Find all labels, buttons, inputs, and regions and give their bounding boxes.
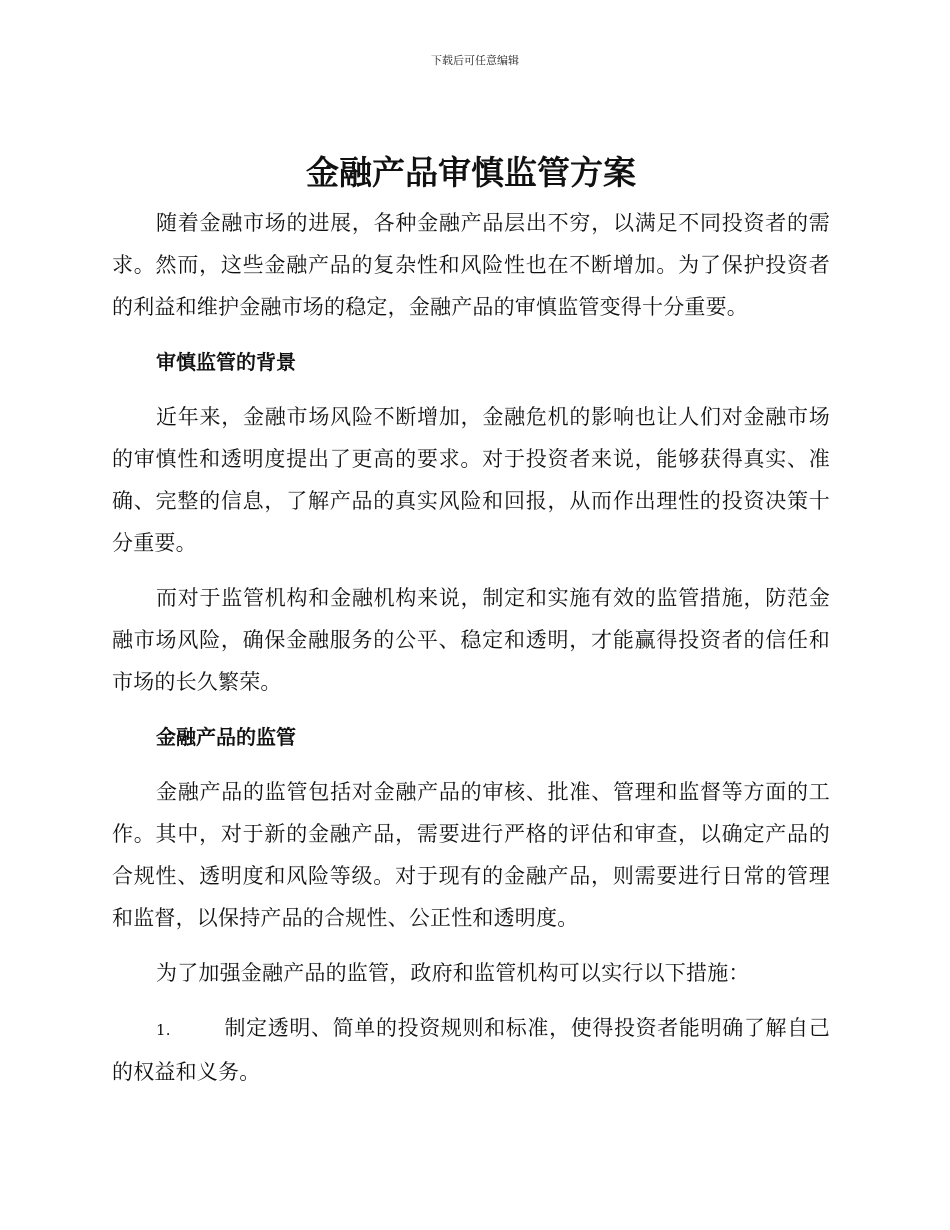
section-heading-background: 审慎监管的背景	[156, 350, 296, 374]
list-item	[112, 1007, 830, 1093]
document-body	[112, 150, 830, 1093]
supervision-paragraph-1: 金融产品的监管包括对金融产品的审核、批准、管理和监督等方面的工作。其中，对于新的金融产品，需要进行严格的评估和审查，以确定产品的合规性、透明度和风险等级。对于现有的金融产品，则需要进行日常的管理和监督，以保持产品的合规性、公正性和透明度。	[112, 780, 830, 930]
list-item-text: 制定透明、简单的投资规则和标准，使得投资者能明确了解自己的权益和义务。	[112, 1016, 830, 1084]
header-note: 下载后可任意编辑	[431, 54, 519, 67]
supervision-paragraph-2: 为了加强金融产品的监管，政府和监管机构可以实行以下措施：	[156, 961, 750, 985]
background-paragraph-2: 而对于监管机构和金融机构来说，制定和实施有效的监管措施，防范金融市场风险，确保金融服务的公平、稳定和透明，才能赢得投资者的信任和市场的长久繁荣。	[112, 586, 830, 694]
background-paragraph-1: 近年来，金融市场风险不断增加，金融危机的影响也让人们对金融市场的审慎性和透明度提出了更高的要求。对于投资者来说，能够获得真实、准确、完整的信息，了解产品的真实风险和回报，从而作出理性的投资决策十分重要。	[112, 405, 830, 555]
section-heading-product-supervision: 金融产品的监管	[156, 725, 296, 749]
list-item-number: 1.	[156, 1021, 171, 1039]
intro-paragraph: 随着金融市场的进展，各种金融产品层出不穷，以满足不同投资者的需求。然而，这些金融产品的复杂性和风险性也在不断增加。为了保护投资者的利益和维护金融市场的稳定，金融产品的审慎监管变得十分重要。	[112, 211, 830, 319]
document-title: 金融产品审慎监管方案	[306, 153, 636, 192]
